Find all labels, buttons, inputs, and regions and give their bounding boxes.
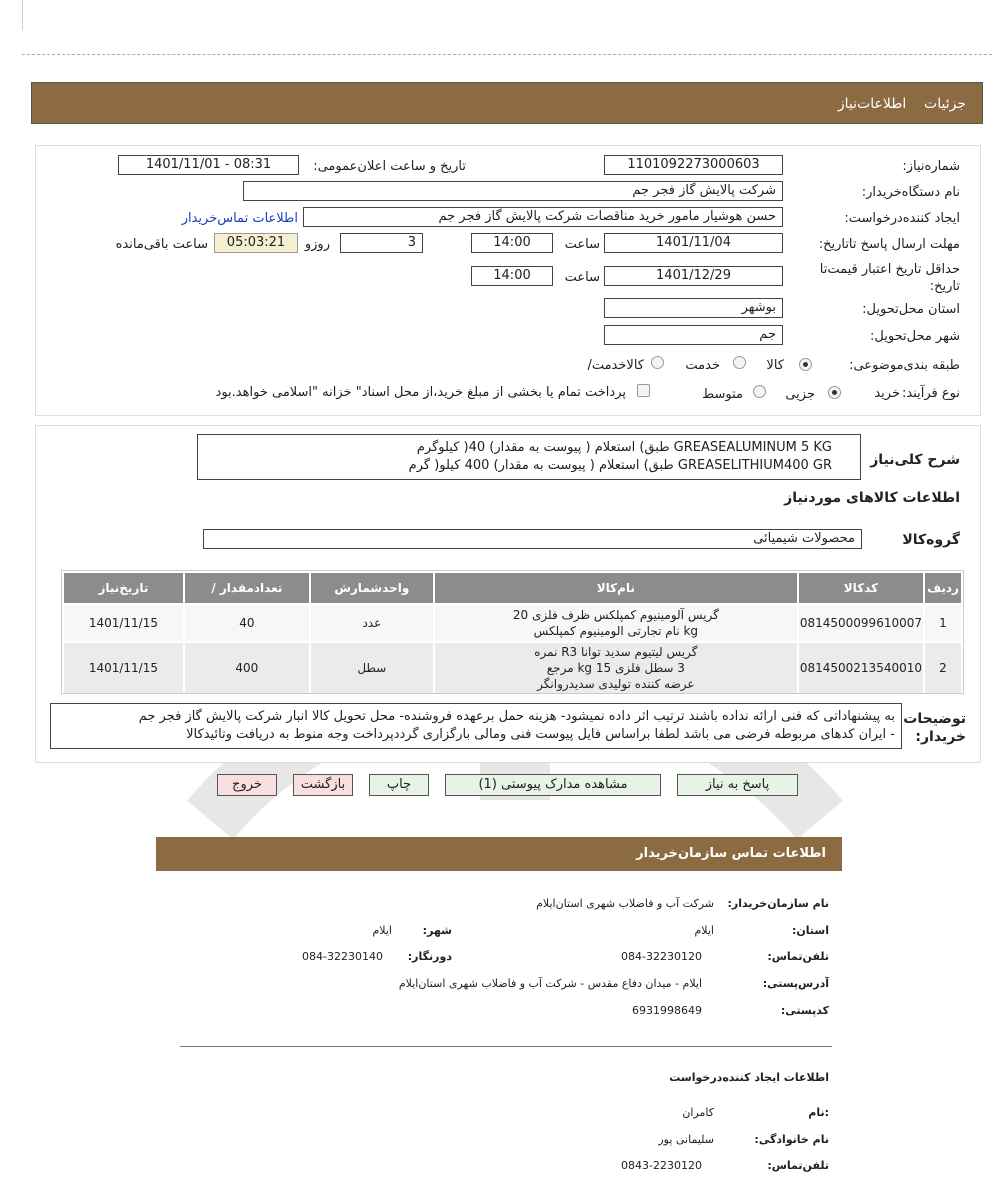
row-qty: 40 bbox=[185, 605, 309, 641]
process-type: خرید bbox=[874, 386, 900, 401]
province-label: استان محل‌تحویل: bbox=[862, 302, 960, 317]
announce-field[interactable]: 1401/11/01 - 08:31 bbox=[118, 155, 299, 175]
contact-phone-value: 084-32230120 bbox=[621, 950, 702, 963]
treasury-payment-checkbox[interactable] bbox=[637, 384, 650, 397]
goods-info-heading: اطلاعات کالاهای موردنیاز bbox=[784, 490, 960, 506]
row-qty: 400 bbox=[185, 643, 309, 693]
creator-family-value: سلیمانی پور bbox=[658, 1133, 714, 1146]
remaining-time-field: 05:03:21 bbox=[214, 233, 298, 253]
row-date: 1401/11/15 bbox=[64, 643, 183, 693]
contact-phone-label: تلفن‌تماس: bbox=[767, 950, 829, 963]
process-label: نوع فرآیند: bbox=[902, 386, 960, 401]
days-field[interactable]: 3 bbox=[340, 233, 423, 253]
row-code: 0814500099610007 bbox=[799, 605, 923, 641]
validity-time-field[interactable]: 14:00 bbox=[471, 266, 553, 286]
header-title-details: جزئیات bbox=[924, 96, 966, 112]
col-code: کدکالا bbox=[799, 573, 923, 603]
row-name bbox=[435, 643, 797, 693]
announce-label: تاریخ و ساعت اعلان‌عمومی: bbox=[313, 159, 466, 174]
summary-box bbox=[197, 434, 861, 480]
contact-city-label: شهر: bbox=[422, 924, 452, 937]
row-name-line: عرضه کننده تولیدی سدیدروانگر bbox=[537, 677, 695, 691]
table-row bbox=[64, 643, 961, 693]
row-name-line: گریس آلومینیوم کمپلکس ظرف فلزی 20 bbox=[512, 608, 719, 622]
contact-province-label: استان: bbox=[792, 924, 829, 937]
contact-divider bbox=[180, 1046, 832, 1047]
category-label: طبقه بندی‌موضوعی: bbox=[849, 358, 960, 373]
contact-address-label: آدرس‌پستی: bbox=[762, 977, 829, 990]
row-index: 1 bbox=[925, 605, 961, 641]
details-header-title bbox=[838, 96, 966, 112]
buyer-contact-link[interactable]: اطلاعات تماس‌خریدار bbox=[181, 211, 298, 226]
creator-info-heading: اطلاعات ایجاد کننده‌درخواست bbox=[669, 1071, 829, 1084]
buyer-label: نام دستگاه‌خریدار: bbox=[861, 185, 960, 200]
creator-name-label: :نام bbox=[808, 1106, 829, 1119]
org-label: نام سازمان‌خریدار: bbox=[727, 897, 829, 910]
goods-table-header bbox=[64, 573, 961, 603]
contact-address-value: ایلام - میدان دفاع مقدس - شرکت آب و فاضلاب شهری استان‌ایلام bbox=[398, 977, 702, 990]
buyer-notes-box bbox=[50, 703, 902, 749]
row-date: 1401/11/15 bbox=[64, 605, 183, 641]
reply-button[interactable]: پاسخ به نیاز bbox=[677, 774, 798, 796]
province-field[interactable]: بوشهر bbox=[604, 298, 783, 318]
contact-fax-value: 084-32230140 bbox=[302, 950, 383, 963]
buyer-notes-line-1: به پیشنهاداتی که فنی ارائه نداده باشند ترتیب اثر داده نمیشود- هزینه حمل برعهده فروشنده- محل تحویل کالا انبار شرکت پالایش گاز فجر جم bbox=[138, 709, 895, 724]
row-index: 2 bbox=[925, 643, 961, 693]
category-service-label: خدمت bbox=[685, 358, 720, 373]
col-row: ردیف bbox=[925, 573, 961, 603]
back-button[interactable]: بازگشت bbox=[293, 774, 353, 796]
process-partial-radio[interactable] bbox=[828, 386, 841, 399]
buyer-notes-label-1: توضیحات bbox=[903, 711, 966, 727]
summary-line-2: GREASELITHIUM400 GR طبق) استعلام ( پیوست به مقدار) 400 کیلو( گرم bbox=[408, 458, 832, 473]
days-label: روزو bbox=[304, 237, 330, 252]
buyer-notes-label-2: خریدار: bbox=[915, 729, 966, 745]
row-name-line: گریس لیتیوم سدید توانا R3 نمره bbox=[534, 645, 698, 659]
view-documents-button[interactable]: مشاهده مدارک پیوستی (1) bbox=[445, 774, 661, 796]
creator-phone-value: 0843-2230120 bbox=[621, 1159, 702, 1172]
org-value: شرکت آب و فاضلاب شهری استان‌ایلام bbox=[536, 897, 714, 910]
row-unit: عدد bbox=[311, 605, 433, 641]
buyer-notes-line-2: - ایران کدهای مربوطه فرضی می باشد لطفا براساس فایل پیوست فنی ومالی بارگزاری گرددپرداخت وجه منوط به دریافت وتائیدکالا bbox=[186, 727, 895, 742]
col-unit: واحدشمارش bbox=[311, 573, 433, 603]
contact-header-title: اطلاعات تماس سازمان‌خریدار bbox=[636, 846, 826, 861]
goods-table-wrap bbox=[61, 570, 964, 694]
creator-name-value: کامران bbox=[682, 1106, 714, 1119]
validity-date-field[interactable]: 1401/12/29 bbox=[604, 266, 783, 286]
creator-field[interactable]: حسن هوشیار مامور خرید مناقصات شرکت پالایش گاز فجر جم bbox=[303, 207, 783, 227]
row-unit: سطل bbox=[311, 643, 433, 693]
contact-postal-value: 6931998649 bbox=[632, 1004, 702, 1017]
category-both-label: کالا‌خدمت/ bbox=[587, 358, 644, 373]
table-row bbox=[64, 605, 961, 641]
process-partial-label: جزیی bbox=[785, 387, 815, 402]
row-code: 0814500213540010 bbox=[799, 643, 923, 693]
contact-city-value: ایلام bbox=[372, 924, 392, 937]
process-medium-radio[interactable] bbox=[753, 385, 766, 398]
row-name-line: 3 سطل فلزی 15 kg مرجع bbox=[546, 661, 685, 675]
header-title-need-info: اطلاعات‌نیاز bbox=[837, 96, 907, 112]
goods-group-field[interactable]: محصولات شیمیائی bbox=[203, 529, 862, 549]
row-name bbox=[435, 605, 797, 641]
col-name: نام‌کالا bbox=[435, 573, 797, 603]
col-qty: تعداد‌مقدار / bbox=[185, 573, 309, 603]
creator-phone-label: تلفن‌تماس: bbox=[767, 1159, 829, 1172]
contact-header bbox=[156, 837, 842, 871]
need-number-label: شماره‌نیاز: bbox=[902, 159, 960, 174]
validity-label-line1: حداقل تاریخ اعتبار قیمت‌تا bbox=[819, 262, 960, 277]
remaining-label: ساعت باقی‌مانده bbox=[115, 237, 208, 252]
category-both-radio[interactable] bbox=[651, 356, 664, 369]
city-field[interactable]: جم bbox=[604, 325, 783, 345]
dashed-divider bbox=[22, 54, 992, 55]
details-header bbox=[31, 82, 983, 124]
deadline-hour-label: ساعت bbox=[564, 237, 600, 252]
creator-label: ایجاد کننده‌درخواست: bbox=[844, 211, 960, 226]
col-date: تاریخ‌نیاز bbox=[64, 573, 183, 603]
summary-label: شرح کلی‌نیاز bbox=[870, 452, 960, 468]
creator-family-label: نام خانوادگی: bbox=[754, 1133, 829, 1146]
category-goods-radio[interactable] bbox=[799, 358, 812, 371]
deadline-label: مهلت ارسال پاسخ تا‌تاریخ: bbox=[818, 237, 960, 252]
contact-province-value: ایلام bbox=[694, 924, 714, 937]
validity-hour-label: ساعت bbox=[564, 270, 600, 285]
category-service-radio[interactable] bbox=[733, 356, 746, 369]
process-medium-label: متوسط bbox=[702, 387, 743, 402]
summary-line-1: GREASEALUMINUM 5 KG طبق) استعلام ( پیوست به مقدار) 40( کیلوگرم bbox=[416, 440, 832, 455]
exit-button[interactable]: خروج bbox=[217, 774, 277, 796]
contact-postal-label: کد‌پستی: bbox=[780, 1004, 829, 1017]
deadline-time-field[interactable]: 14:00 bbox=[471, 233, 553, 253]
treasury-payment-label: پرداخت تمام یا بخشی از مبلغ خرید،از محل اسناد" خزانه "اسلامی خواهد.بود bbox=[215, 385, 626, 400]
goods-group-label: گروه‌کالا bbox=[902, 532, 960, 548]
contact-fax-label: دورنگار: bbox=[407, 950, 452, 963]
city-label: شهر محل‌تحویل: bbox=[870, 329, 960, 344]
page-edge bbox=[22, 0, 23, 30]
deadline-date-field[interactable]: 1401/11/04 bbox=[604, 233, 783, 253]
need-number-field[interactable]: 1101092273000603 bbox=[604, 155, 783, 175]
buyer-field[interactable]: شرکت پالایش گاز فجر جم bbox=[243, 181, 783, 201]
print-button[interactable]: چاپ bbox=[369, 774, 429, 796]
row-name-line: kg نام تجارتی الومینیوم کمپلکس bbox=[533, 624, 699, 638]
validity-label-line2: تاریخ: bbox=[929, 279, 960, 294]
category-goods-label: کالا bbox=[766, 358, 784, 373]
goods-table bbox=[62, 571, 963, 695]
